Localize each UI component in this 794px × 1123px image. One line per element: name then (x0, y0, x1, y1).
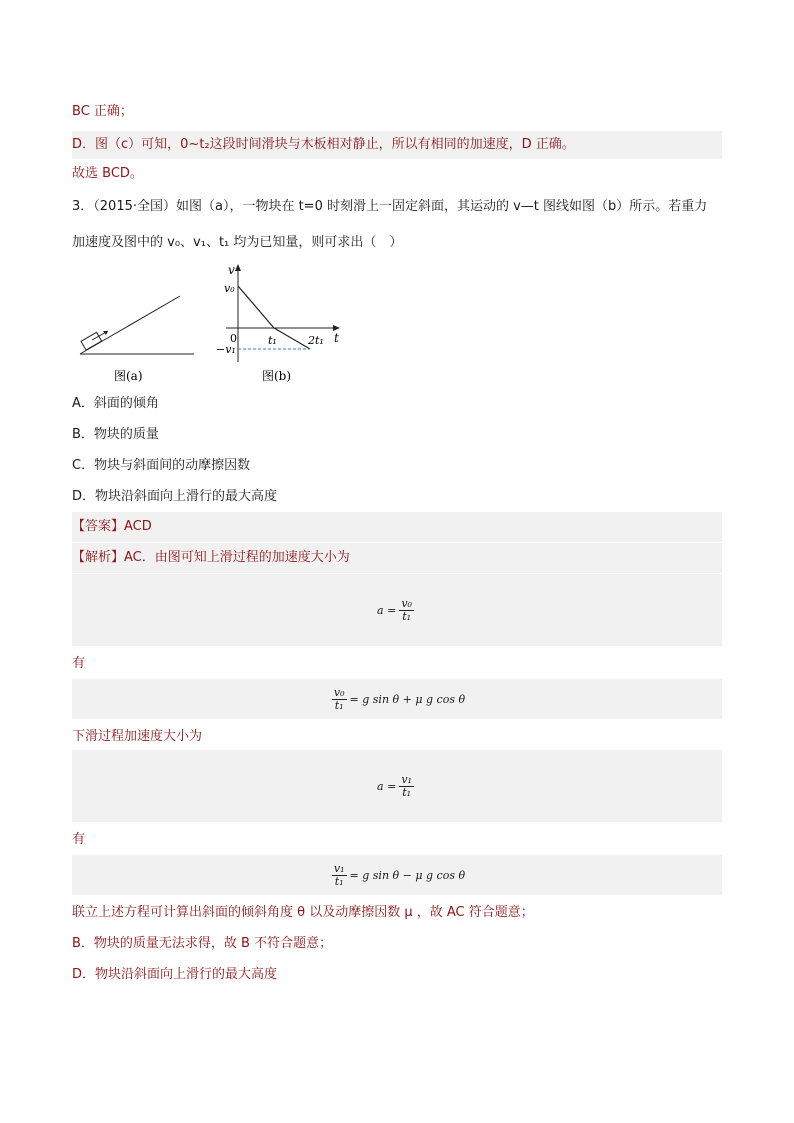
formula-2-fraction (332, 687, 347, 712)
formula-1 (72, 574, 722, 646)
formula-1-num: v₀ (401, 596, 412, 610)
v0-label: v₀ (224, 282, 235, 295)
text-you-1: 有 (72, 656, 86, 671)
text-bc-correct: BC 正确； (72, 104, 133, 119)
formula-4-rhs: = g sin θ − μ g cos θ (349, 868, 466, 882)
formula-1-fraction (399, 598, 414, 623)
formula-4-fraction (332, 863, 347, 888)
formula-3-lhs: a = (377, 779, 397, 793)
answer-line: 【答案】ACD (72, 512, 722, 542)
text-option-d-explain: D．图（c）可知，0~t₂这段时间滑块与木板相对静止，所以有相同的加速度，D 正确。 (72, 131, 722, 159)
text-you-2: 有 (72, 832, 86, 847)
formula-2-rhs: = g sin θ + μ g cos θ (349, 692, 466, 706)
axis-t-label: t (334, 331, 339, 345)
question-3-line2: 加速度及图中的 v₀、v₁、t₁ 均为已知量，则可求出（ ） (72, 235, 403, 250)
formula-4-den: t₁ (334, 874, 344, 888)
origin-label: 0 (230, 332, 237, 345)
option-a: A．斜面的倾角 (72, 396, 159, 411)
figure-b-label: 图(b) (262, 369, 292, 383)
formula-3-num: v₁ (401, 772, 412, 786)
formula-2-den: t₁ (334, 698, 344, 712)
question-3-line1: 3．（2015·全国）如图（a），一物块在 t=0 时刻滑上一固定斜面，其运动的 v—t 图线如图（b）所示。若重力 (72, 199, 708, 214)
text-option-d-note: D．物块沿斜面向上滑行的最大高度 (72, 967, 278, 982)
formula-4-num: v₁ (333, 861, 345, 875)
formula-3 (72, 750, 722, 822)
formula-3-den: t₁ (402, 785, 412, 799)
figure-b (212, 262, 352, 391)
neg-v1-label: −v₁ (216, 343, 236, 356)
2t1-label: 2t₁ (308, 334, 324, 347)
vt-graph (212, 262, 352, 387)
formula-1-den: t₁ (402, 609, 412, 623)
option-b: B．物块的质量 (72, 427, 159, 442)
axis-v-label: v (228, 263, 235, 277)
formula-3-fraction (399, 774, 414, 799)
option-d: D．物块沿斜面向上滑行的最大高度 (72, 489, 278, 504)
option-c: C．物块与斜面间的动摩擦因数 (72, 458, 251, 473)
formula-1-lhs: a = (377, 603, 397, 617)
formula-2 (72, 679, 722, 719)
figure-a (72, 262, 202, 391)
text-option-b-note: B．物块的质量无法求得，故 B 不符合题意； (72, 936, 333, 951)
formula-4 (72, 855, 722, 895)
figure-a-label: 图(a) (114, 369, 143, 383)
text-conclusion: 联立上述方程可计算出斜面的倾斜角度 θ 以及动摩擦因数 μ ，故 AC 符合题意； (72, 905, 534, 920)
text-downslide: 下滑过程加速度大小为 (72, 729, 203, 744)
formula-2-num: v₀ (333, 685, 345, 699)
text-choose-bcd: 故选 BCD。 (72, 166, 143, 181)
t1-label: t₁ (268, 334, 277, 347)
incline-diagram (72, 262, 202, 387)
analysis-line: 【解析】AC．由图可知上滑过程的加速度大小为 (72, 543, 722, 573)
